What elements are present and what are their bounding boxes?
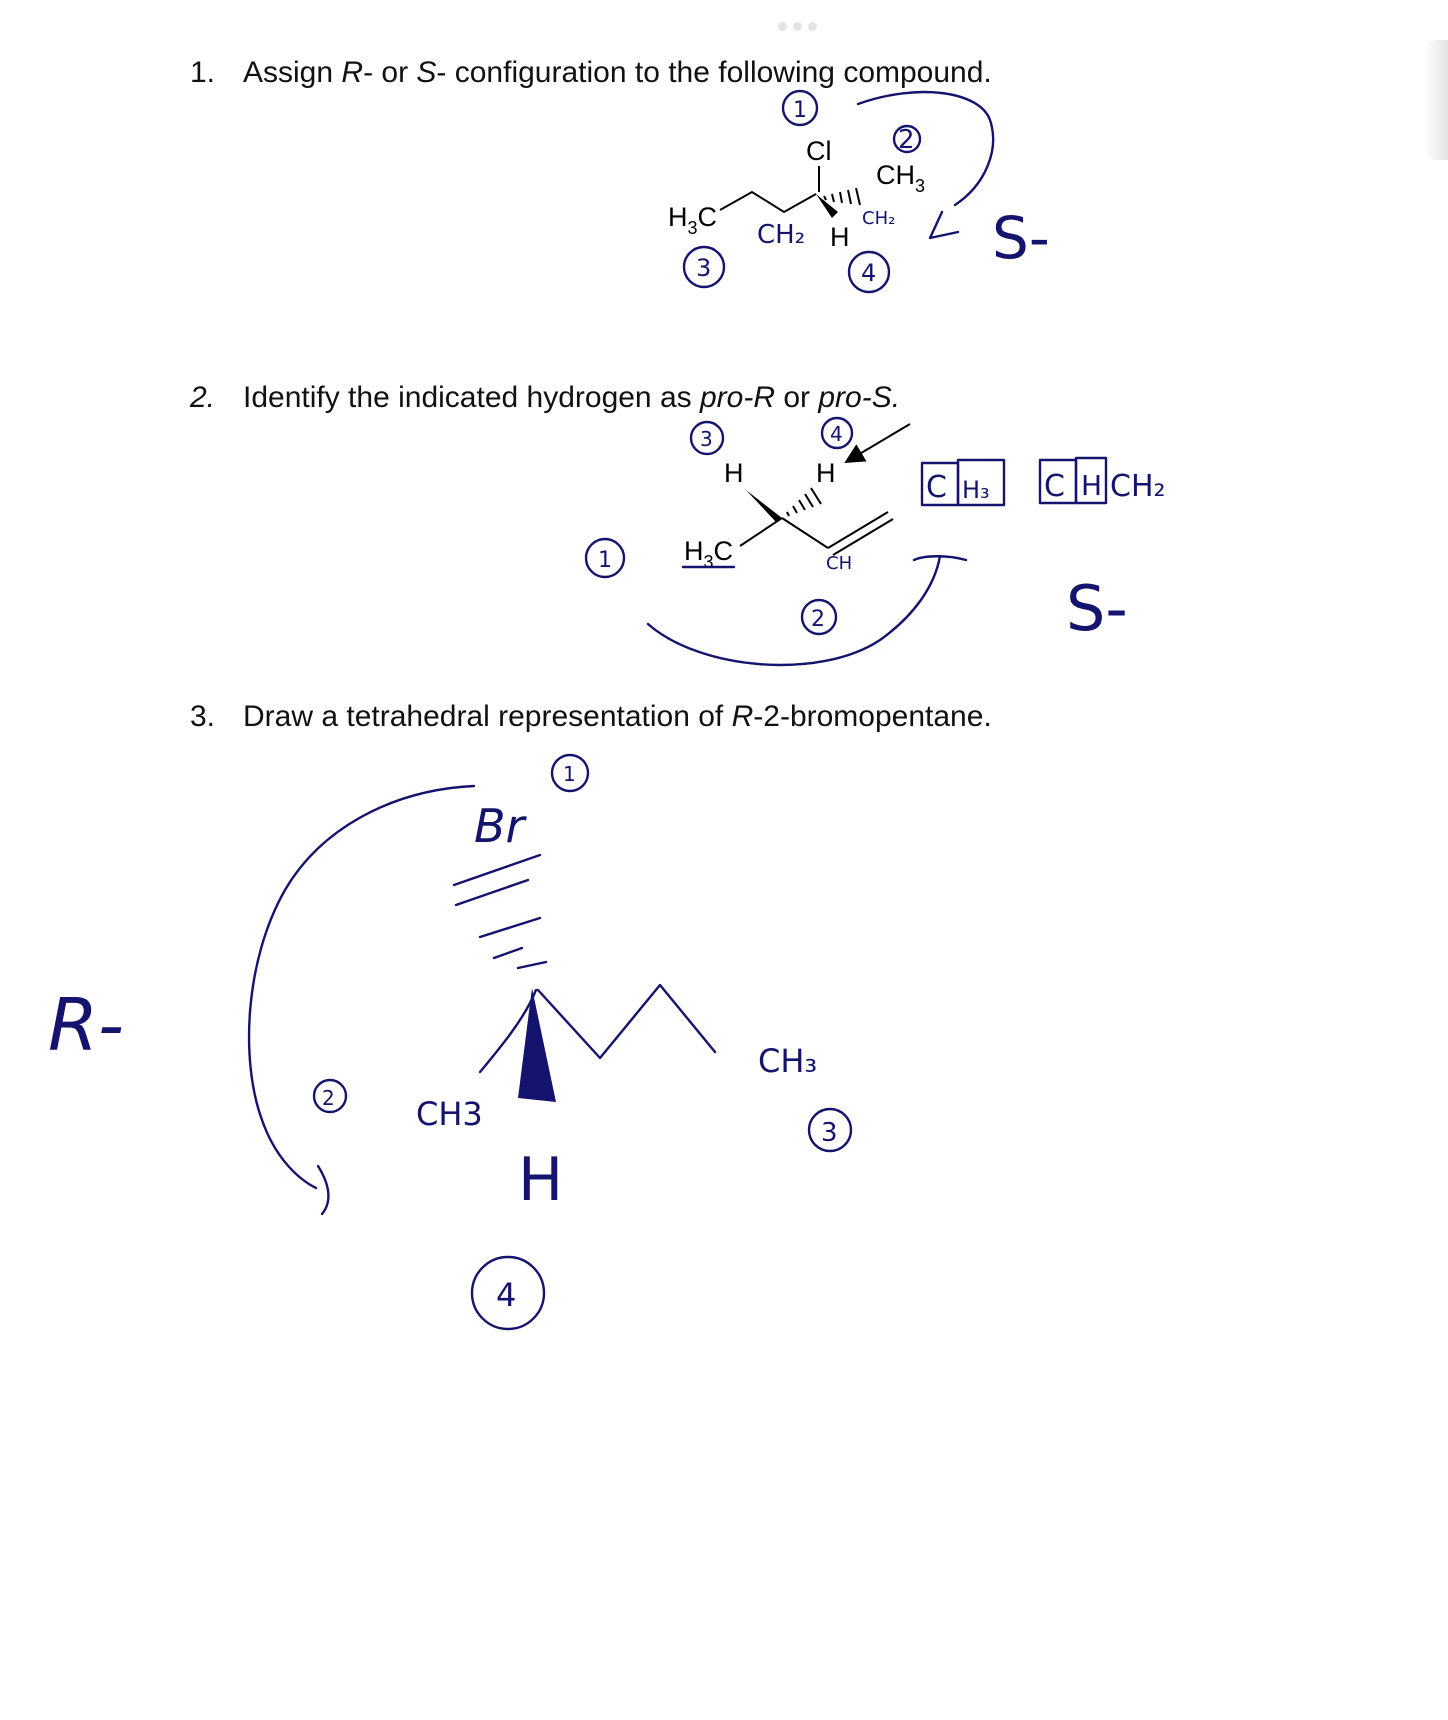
svg-text:C: C [926,470,947,505]
hashed-bond-2 [787,488,821,516]
hydrogen-label-1: H [830,222,850,252]
ch-note: CH [826,553,853,574]
carbon-chain-1 [720,192,816,212]
q2-answer: S- [1066,572,1128,645]
hashed-bond-3 [454,855,546,968]
hashed-bond-1 [824,188,860,205]
bromine-label: Br [474,799,525,853]
question-number: 2. [190,381,216,414]
q1-answer: S- [992,204,1050,272]
svg-text:3: 3 [700,427,713,451]
svg-text:H₃: H₃ [962,476,990,504]
hydrogen-left-label: H [724,458,744,488]
indicator-arrow [846,424,910,462]
ch3-label-left: CH3 [416,1095,483,1133]
propyl-chain [538,985,715,1058]
q3-answer: R- [48,983,125,1067]
double-bond-b [833,519,893,555]
wedge-bond-2 [746,490,782,522]
svg-text:4: 4 [861,259,877,287]
svg-text:H: H [1081,469,1103,502]
svg-text:1: 1 [793,98,807,123]
question-text: Assign R- or S- configuration to the following compound. [243,56,992,89]
svg-text:2: 2 [811,607,825,632]
rotation-arrowhead-1 [930,212,958,238]
question-text: Draw a tetrahedral representation of R-2-bromopentane. [243,700,992,733]
q3-handwriting [48,755,851,1329]
hydrogen-label-3: H [518,1145,564,1215]
ch3-label-right: CH₃ [758,1042,818,1080]
ch2-note-right: CH₂ [862,208,896,229]
svg-text:3: 3 [821,1118,838,1148]
svg-text:4: 4 [496,1276,517,1314]
ch2-note-left: CH₂ [757,220,806,250]
c-ch3-bond [740,518,782,546]
svg-text:C: C [1044,469,1065,504]
svg-text:1: 1 [598,548,612,573]
q1-handwriting [684,91,1050,292]
h3c-label-2: $H_3C$ [684,536,734,572]
ch3-label-1: $CH_3$ [876,160,926,196]
ch2-note-2: CH₂ [1110,469,1166,504]
c-ch-bond [782,518,828,548]
svg-text:4: 4 [830,422,843,446]
hydrogen-right-label: H [816,458,836,488]
question-number: 1. [190,56,216,89]
double-bond-a [828,512,888,548]
rotation-arrowhead-3 [318,1166,328,1214]
priority-mark-2: 2 [898,125,915,155]
wedge-bond-1 [816,194,838,218]
svg-text:3: 3 [696,254,712,282]
question-text: Identify the indicated hydrogen as pro-R or pro-S. [243,381,901,414]
structure-2 [684,424,910,572]
question-number: 3. [190,700,216,733]
q2-handwriting [586,418,1166,665]
chlorine-label: Cl [806,136,832,166]
rotation-arrow-2 [648,556,940,665]
svg-text:1: 1 [563,762,576,786]
svg-text:2: 2 [322,1086,335,1110]
h3c-label-1: $H_3C$ [668,202,718,238]
